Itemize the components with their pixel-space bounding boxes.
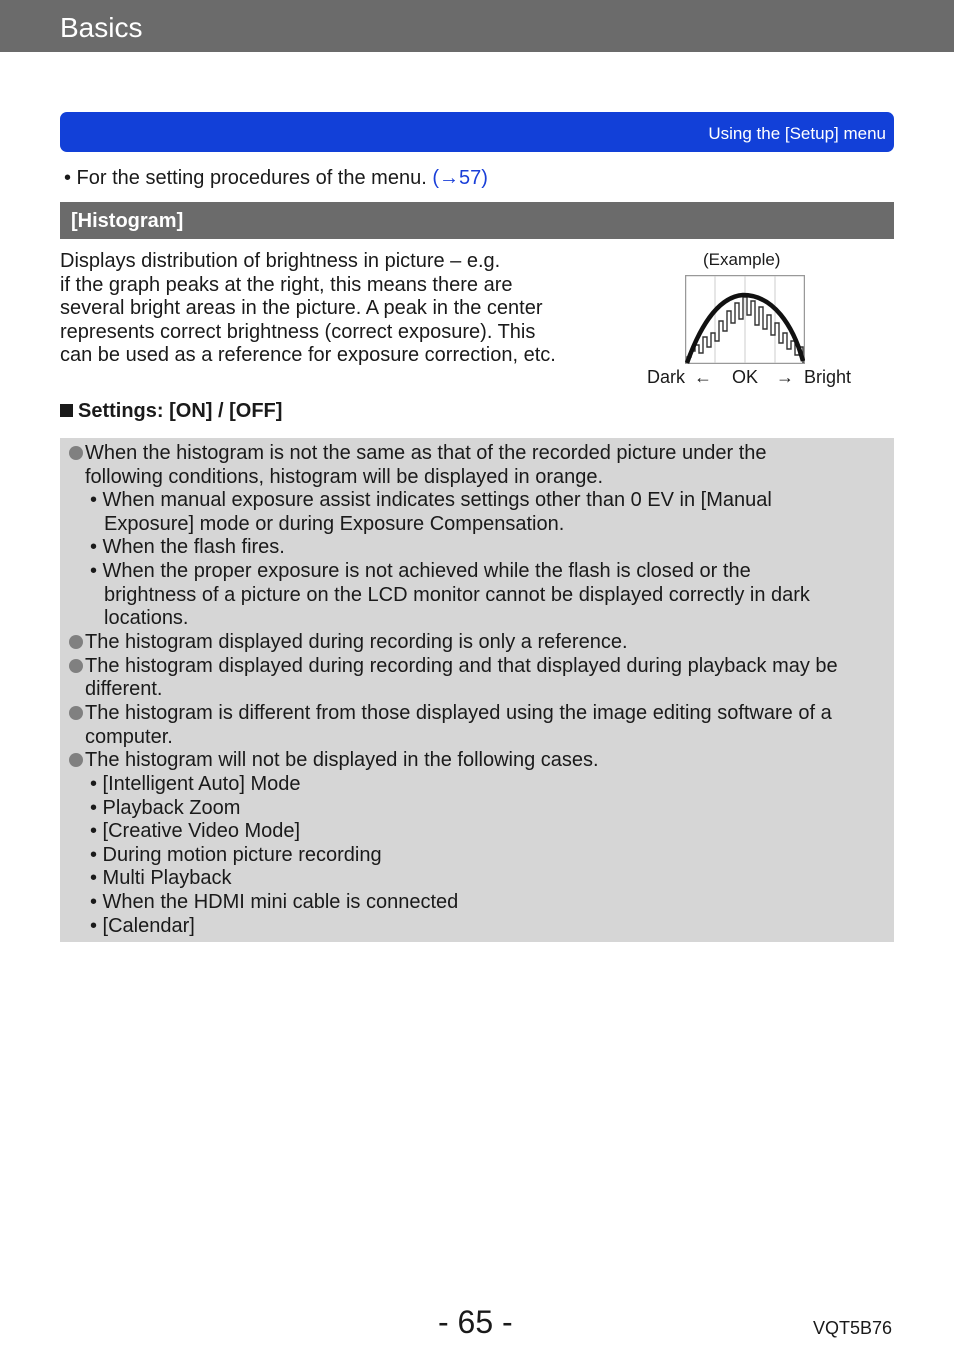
note-line: The histogram displayed during recording is only a reference.	[85, 631, 628, 653]
description-line: several bright areas in the picture. A peak in the center	[60, 297, 543, 320]
note-line: • During motion picture recording	[90, 844, 382, 866]
note-line: The histogram will not be displayed in the following cases.	[85, 749, 599, 771]
description-line: can be used as a reference for exposure correction, etc.	[60, 344, 556, 367]
note-line: • When the proper exposure is not achieved while the flash is closed or the	[90, 560, 751, 582]
note-line: When the histogram is not the same as that of the recorded picture under the	[85, 442, 767, 464]
note-line: • [Creative Video Mode]	[90, 820, 301, 842]
bullet-dot-icon	[69, 446, 83, 460]
right-arrow: →	[776, 367, 794, 387]
bullet-dot-icon	[69, 635, 83, 649]
note-line: The histogram displayed during recording and that displayed during playback may be	[85, 655, 838, 677]
section-header	[60, 202, 894, 239]
settings-text: Settings: [ON] / [OFF]	[78, 400, 283, 422]
dark-label: Dark	[647, 367, 686, 387]
note-line: The histogram is different from those displayed using the image editing software of a	[85, 702, 832, 724]
note-line: • When the HDMI mini cable is connected	[90, 891, 459, 913]
note-line: different.	[85, 678, 163, 700]
note-line: • Playback Zoom	[90, 797, 241, 819]
note-line: computer.	[85, 726, 173, 748]
description-line: if the graph peaks at the right, this means there are	[60, 273, 513, 296]
note-line: Exposure] mode or during Exposure Compensation.	[104, 513, 565, 535]
bullet-dot-icon	[69, 659, 83, 673]
note-line: brightness of a picture on the LCD monitor cannot be displayed correctly in dark	[104, 584, 810, 606]
note-line: • When manual exposure assist indicates settings other than 0 EV in [Manual	[90, 489, 772, 511]
document-code: VQT5B76	[813, 1318, 893, 1338]
settings-line	[60, 400, 282, 423]
section-title: [Histogram]	[71, 210, 184, 232]
note-line: • [Calendar]	[90, 915, 195, 937]
note-line: • When the flash fires.	[90, 536, 285, 558]
header-bar	[0, 0, 954, 52]
bullet-dot-icon	[69, 706, 83, 720]
histogram-example	[685, 275, 805, 364]
note-line: locations.	[104, 607, 189, 629]
ok-label: OK	[732, 367, 759, 387]
left-arrow: ←	[694, 367, 712, 387]
procedure-note-text: • For the setting procedures of the menu.	[64, 167, 433, 189]
menu-bar	[60, 112, 894, 152]
description	[60, 250, 620, 368]
note-line: following conditions, histogram will be displayed in orange.	[85, 466, 604, 488]
square-bullet-icon	[60, 404, 73, 417]
header-title: Basics	[60, 12, 143, 43]
page-57-link[interactable]: (→57)	[432, 167, 488, 189]
procedure-note	[64, 167, 488, 190]
bright-label: Bright	[804, 367, 852, 387]
bullet-dot-icon	[69, 753, 83, 767]
notes-box	[60, 438, 894, 942]
note-line: • Multi Playback	[90, 867, 232, 889]
page-number: - 65 -	[438, 1304, 513, 1340]
note-line: • [Intelligent Auto] Mode	[90, 773, 301, 795]
description-line: represents correct brightness (correct exposure). This	[60, 320, 536, 343]
description-line: Displays distribution of brightness in picture – e.g.	[60, 250, 501, 272]
menu-bar-label: Using the [Setup] menu	[708, 124, 886, 143]
example-caption: (Example)	[703, 250, 781, 269]
